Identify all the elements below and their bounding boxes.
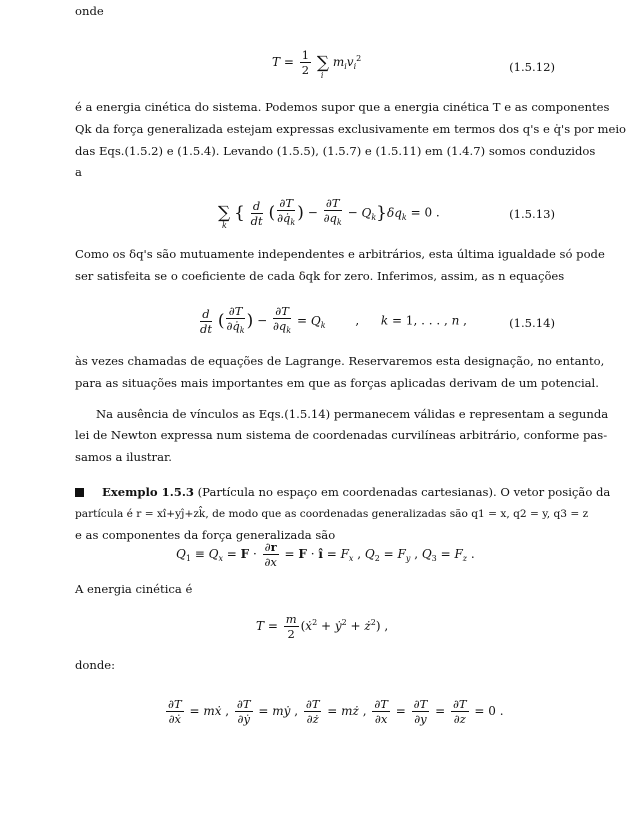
example-subtitle: (Partícula no espaço em coordenadas cartesianas). O vetor posição da — [193, 485, 611, 499]
paragraph-line: ser satisfeita se o coeficiente de cada δqk for zero. Inferimos, assim, as n equações — [75, 269, 565, 283]
paragraph-line: às vezes chamadas de equações de Lagrange. Reservaremos esta designação, no entanto, — [75, 354, 605, 368]
equation-partial-derivatives: $\frac{\partial T}{\text{∂ẋ}}$ = mẋ , $\frac{\partial T}{\text{∂ẏ}}$ = mẏ , $\frac{\partial T}{\partial ż}$ = mż , $\frac{\partial T}{\partial x}$ = $\frac{\partial T}{\partial y}$ = $\frac{\partial T}{\partial z}$ = 0 . — [168, 697, 504, 726]
paragraph-line: donde: — [75, 658, 116, 672]
equation-number-1-5-13: (1.5.13) — [509, 207, 555, 221]
paragraph-line: Qk da força generalizada estejam expressas exclusivamente em termos dos q's e q̇'s por meio — [75, 122, 627, 136]
paragraph-line: e as componentes da força generalizada são — [75, 528, 336, 542]
paragraph-line: é a energia cinética do sistema. Podemos supor que a energia cinética T e as componentes — [75, 100, 610, 114]
paragraph-line: A energia cinética é — [75, 582, 193, 596]
example-heading-line — [75, 481, 611, 503]
paragraph-line: Como os δq's são mutuamente independentes e arbitrários, esta última igualdade só pode — [75, 247, 605, 261]
equation-generalized-force: $Q_1 \equiv Q_x = F$ · $\frac{\partial r}{\partial x}$ = F · î = $F_x$ , $Q_2 = F_y$ , $Q_3 = F_z$ . — [176, 540, 475, 569]
black-square-icon — [75, 488, 84, 497]
equation-1-5-13: ∑ k { $\frac{d}{dt}$ ( $\frac{\partial T}{\partial q̇_k}$ ) − $\frac{\partial T}{\partial q_k}$ − $Q_k\}\delta q_k = 0$ . — [218, 196, 440, 230]
example-title: Exemplo 1.5.3 — [102, 485, 194, 499]
equation-1-5-14: $\frac{d}{dt}$ ( $\frac{\partial T}{\partial q̇_k}$ ) − $\frac{\partial T}{\partial q_k}$ = $Q_k$ , k = 1, . . . , n , — [200, 304, 467, 336]
paragraph-line: partícula é r = xî+yĵ+zk̂, de modo que as coordenadas generalizadas são q1 = x, q2 = y, q3 = z — [75, 508, 589, 520]
paragraph-line: Na ausência de vínculos as Eqs.(1.5.14) permanecem válidas e representam a segunda — [96, 407, 609, 421]
equation-kinetic-energy: T = $\frac{m}{2}$ (ẋ$^2$ + ẏ$^2$ + $ż^2$) , — [256, 612, 389, 641]
equation-1-5-12: T = $\frac{1}{2}$ ∑ i $m_iv_i^2$ — [272, 48, 362, 80]
paragraph-line: para as situações mais importantes em que as forças aplicadas derivam de um potencial. — [75, 376, 599, 390]
text-onde: onde — [75, 4, 104, 18]
paragraph-line: samos a ilustrar. — [75, 450, 172, 464]
equation-number-1-5-12: (1.5.12) — [509, 60, 555, 74]
paragraph-line: lei de Newton expressa num sistema de coordenadas curvilíneas arbitrário, conforme pas- — [75, 428, 608, 442]
equation-number-1-5-14: (1.5.14) — [509, 316, 555, 330]
paragraph-line: a — [75, 165, 82, 179]
paragraph-line: das Eqs.(1.5.2) e (1.5.4). Levando (1.5.5), (1.5.7) e (1.5.11) em (1.4.7) somos conduzidos — [75, 144, 596, 158]
